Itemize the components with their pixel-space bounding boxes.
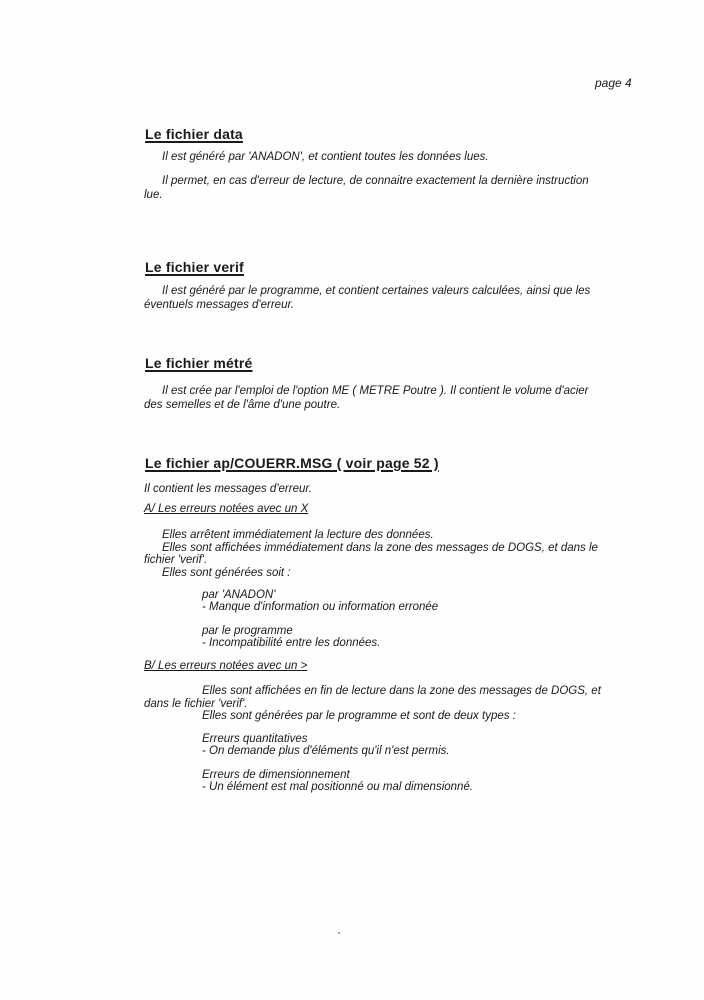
data-paragraph-2-line-2: lue.	[144, 189, 163, 201]
errors-gt-type-quantitative: Erreurs quantitatives	[202, 733, 308, 745]
errors-x-line-4: Elles sont générées soit :	[162, 567, 291, 579]
heading-fichier-data: Le fichier data	[145, 126, 243, 142]
errors-x-line-2: Elles sont affichées immédiatement dans la zone des messages de DOGS, et dans le	[162, 542, 598, 554]
heading-fichier-verif: Le fichier verif	[145, 259, 244, 275]
errors-x-source-programme: par le programme	[202, 625, 293, 637]
errors-gt-line-3: Elles sont générées par le programme et sont de deux types :	[202, 710, 516, 722]
heading-fichier-couerr: Le fichier ap/COUERR.MSG ( voir page 52 )	[145, 455, 439, 471]
subheading-errors-x: A/ Les erreurs notées avec un X	[144, 503, 309, 515]
errors-x-line-3: fichier 'verif'.	[144, 554, 208, 566]
errors-x-source-anadon-desc: - Manque d'information ou information erronée	[202, 601, 439, 613]
errors-x-source-programme-desc: - Incompatibilité entre les données.	[202, 637, 381, 649]
data-paragraph-2-line-1: Il permet, en cas d'erreur de lecture, de connaitre exactement la dernière instruction	[162, 175, 589, 187]
verif-paragraph-line-2: éventuels messages d'erreur.	[144, 299, 295, 311]
metre-paragraph-line-1: Il est crée par l'emploi de l'option ME ( METRE Poutre ). Il contient le volume d'acier	[162, 385, 589, 397]
errors-gt-type-quantitative-desc: - On demande plus d'éléments qu'il n'est permis.	[202, 745, 450, 757]
errors-gt-type-dimension-desc: - Un élément est mal positionné ou mal dimensionné.	[202, 781, 474, 793]
couerr-intro: Il contient les messages d'erreur.	[144, 483, 312, 495]
heading-fichier-metre: Le fichier métré	[145, 355, 253, 371]
scan-speck	[338, 932, 340, 934]
metre-paragraph-line-2: des semelles et de l'âme d'une poutre.	[144, 399, 341, 411]
verif-paragraph-line-1: Il est généré par le programme, et contient certaines valeurs calculées, ainsi que les	[162, 285, 591, 297]
subheading-errors-gt: B/ Les erreurs notées avec un >	[144, 660, 308, 672]
data-paragraph-1: Il est généré par 'ANADON', et contient toutes les données lues.	[162, 151, 489, 163]
errors-gt-type-dimension: Erreurs de dimensionnement	[202, 769, 350, 781]
errors-x-line-1: Elles arrêtent immédiatement la lecture des données.	[162, 529, 434, 541]
errors-gt-line-2: dans le fichier 'verif'.	[144, 698, 248, 710]
page-number: page 4	[595, 76, 632, 90]
errors-gt-line-1: Elles sont affichées en fin de lecture dans la zone des messages de DOGS, et	[202, 685, 601, 697]
errors-x-source-anadon: par 'ANADON'	[202, 589, 276, 601]
